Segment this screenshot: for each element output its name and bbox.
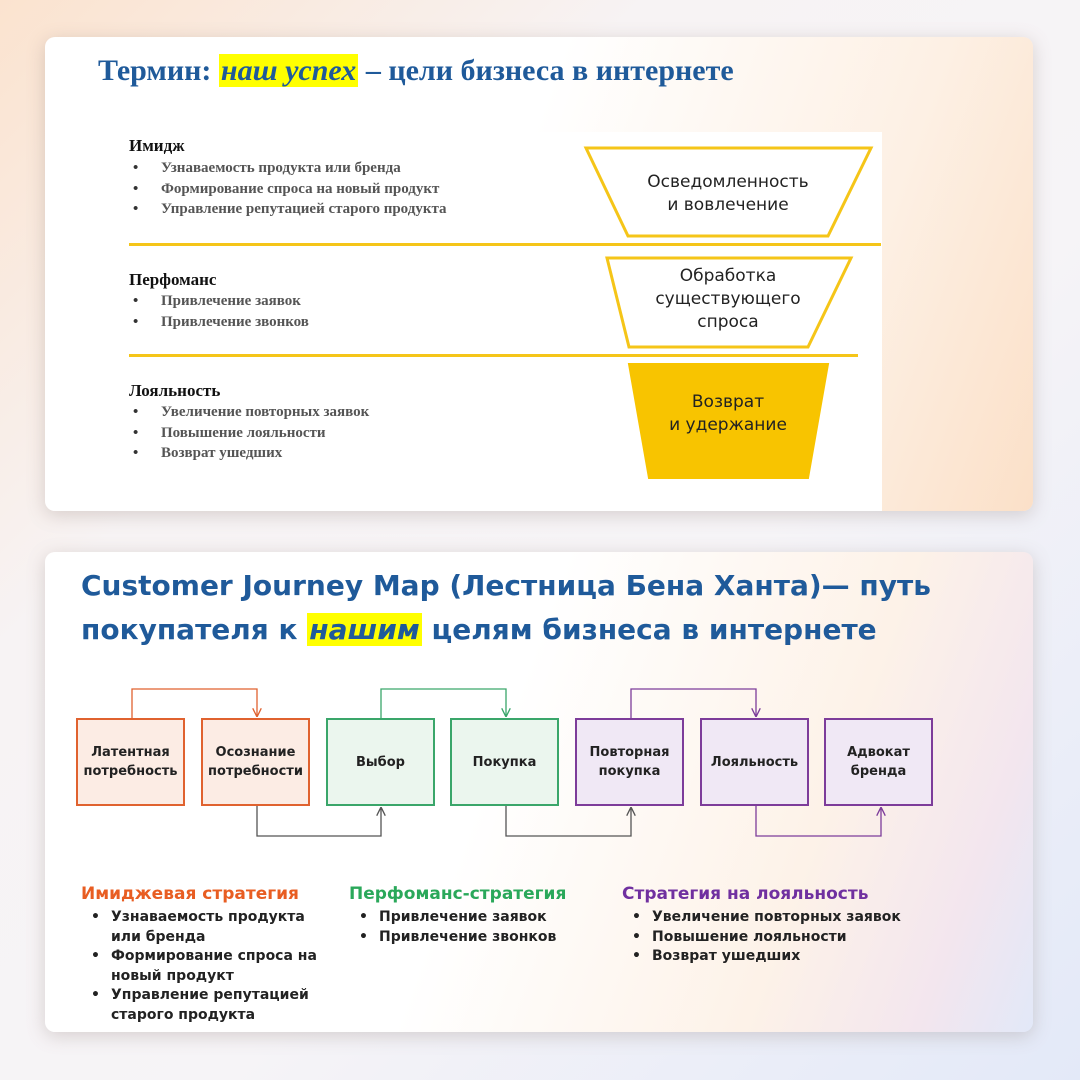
group-title-performance: Перфоманс [129,270,217,289]
funnel-label-demand: Обработка существующего спроса [655,266,801,332]
list-item: • Управление репутацией старого продукта [131,199,447,220]
term-title-highlight: наш успех [220,54,357,87]
step-purchase: Покупка [450,718,559,806]
arrow-awareness-to-choice [257,806,381,836]
group-title-loyalty: Лояльность [129,381,221,400]
step-repeat-purchase: Повторная покупка [575,718,684,806]
cjm-title-part2: целям бизнеса в интернете [421,613,877,646]
list-item: • Возврат ушедших [630,947,930,967]
funnel-diagram [45,37,1033,511]
arrow-purchase-to-repeat [506,806,631,836]
list-item: • Повышение лояльности [131,423,369,444]
group-title-image: Имидж [129,136,185,155]
list-item: • Привлечение заявок [357,908,617,928]
list-item: • Повышение лояльности [630,928,930,948]
strategy-list-loyalty [630,908,930,967]
list-item: • Формирование спроса на новый продукт [131,179,447,200]
list-item: • Узнаваемость продукта или бренда [131,158,447,179]
list-item: • Привлечение звонков [357,928,617,948]
funnel-label-awareness: Осведомленность и вовлечение [647,172,809,215]
term-card [45,37,1033,511]
cjm-card [45,552,1033,1032]
list-item: • Привлечение звонков [131,312,309,333]
list-item: • Увеличение повторных заявок [630,908,930,928]
funnel-label-retention: Возврат и удержание [669,392,787,435]
arrow-loyalty-to-advocate [756,806,881,836]
step-need-awareness: Осознание потребности [201,718,310,806]
list-item: • Увеличение повторных заявок [131,402,369,423]
strategy-title-image: Имиджевая стратегия [81,884,299,904]
list-item: • Формирование спроса на новый продукт [89,947,329,986]
strategy-title-loyalty: Стратегия на лояльность [622,884,869,904]
cjm-title-highlight: нашим [309,613,420,646]
arrow-repeat-to-loyalty [631,689,756,718]
strategy-list-performance [357,908,617,947]
list-item: • Узнаваемость продукта или бренда [89,908,329,947]
list-item: • Привлечение заявок [131,291,309,312]
step-loyalty: Лояльность [700,718,809,806]
term-title-prefix: Термин: [98,54,219,87]
cjm-title-part1: Customer Journey Map (Лестница Бена Ханта)— путь покупателя к [81,569,931,646]
step-latent-need: Латентная потребность [76,718,185,806]
list-item: • Возврат ушедших [131,443,369,464]
term-title-suffix: – цели бизнеса в интернете [358,54,734,87]
step-brand-advocate: Адвокат бренда [824,718,933,806]
step-choice: Выбор [326,718,435,806]
arrow-latent-to-awareness [132,689,257,718]
strategy-title-performance: Перфоманс-стратегия [349,884,567,904]
list-item: • Управление репутацией старого продукта [89,986,329,1025]
strategy-list-image [89,908,329,1025]
arrow-choice-to-purchase [381,689,506,718]
